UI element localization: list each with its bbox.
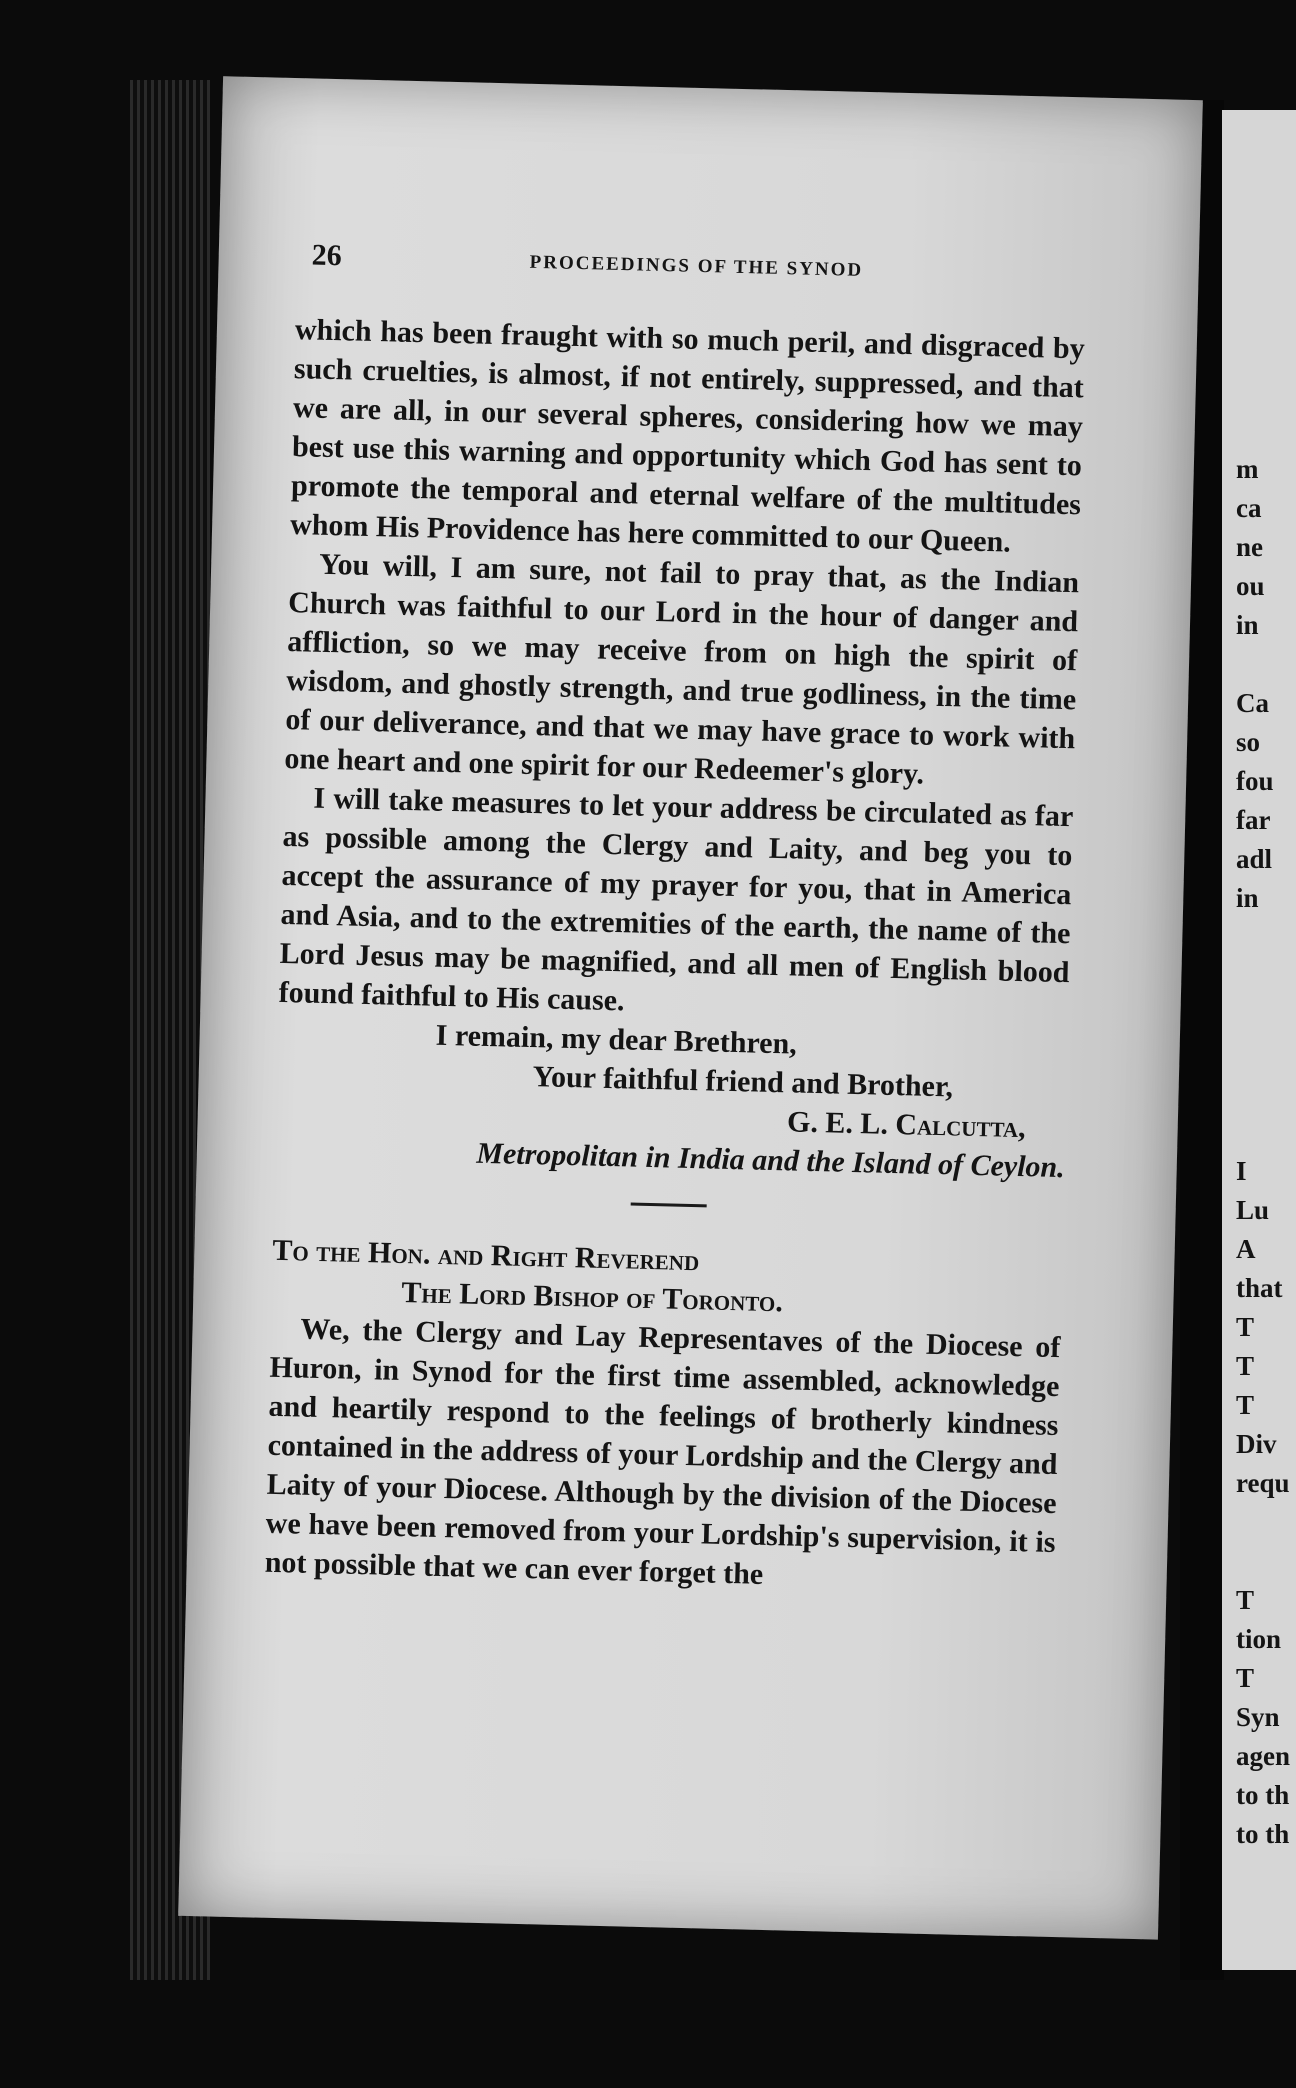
facing-page-fragment: agen [1236, 1741, 1290, 1771]
page-text [264, 310, 1085, 1601]
facing-page-fragment: T [1236, 1312, 1255, 1342]
paragraph-1: which has been fraught with so much peril, and disgraced by such cruelties, is almost, if not entirely, suppressed, and that we are all, in our several spheres, considering how we may best use this warning and opportunity which God has sent to promote the temporal and eternal welfare of the multitudes whom His Providence has here committed to our Queen. [289, 313, 1086, 559]
book-page [178, 76, 1203, 1939]
facing-page-fragment [1236, 1542, 1296, 1581]
facing-page-fragment [1236, 918, 1296, 957]
facing-page-fragment: T [1236, 1390, 1255, 1420]
facing-page-fragment: in [1236, 610, 1259, 640]
facing-page-fragment: requ [1236, 1468, 1290, 1498]
facing-page-fragment [1236, 1035, 1296, 1074]
paragraph-2: You will, I am sure, not fail to pray that, as the Indian Church was faithful to our Lord in the hour of danger and affliction, so we may receive from on high the spirit of wisdom, and ghostly strength, and true godliness, in the time of our deliverance, and that we may have grace to work with one heart and one spirit for our Redeemer's glory. [284, 547, 1080, 791]
section-divider [631, 1203, 707, 1208]
facing-page-fragment [1236, 645, 1296, 684]
facing-page-fragment: Lu [1236, 1195, 1270, 1225]
facing-page-fragment: Syn [1236, 1702, 1280, 1732]
facing-page-fragment: A [1236, 1234, 1256, 1264]
address-line-2: The Lord Bishop of Toronto. [401, 1275, 784, 1319]
facing-page-fragment: ne [1236, 532, 1263, 562]
facing-page-fragment: m [1236, 454, 1259, 484]
facing-page-fragments [1236, 450, 1296, 1854]
facing-page-fragment: that [1236, 1273, 1283, 1303]
address-line-1: To the Hon. and Right Reverend [272, 1233, 700, 1278]
page-header [311, 238, 1072, 297]
facing-page-fragment: in [1236, 883, 1259, 913]
facing-page-fragment [1236, 1074, 1296, 1113]
facing-page-fragment [1236, 1113, 1296, 1152]
facing-page-fragment [1236, 1503, 1296, 1542]
valediction-line: Your faithful friend and Brother, [532, 1060, 954, 1104]
facing-page-fragment: to th [1236, 1780, 1290, 1810]
facing-page-fragment: I [1236, 1156, 1247, 1186]
facing-page-fragment: adl [1236, 844, 1273, 874]
running-head: PROCEEDINGS OF THE SYNOD [529, 251, 864, 281]
facing-page-fragment [1236, 996, 1296, 1035]
facing-page-fragment: T [1236, 1663, 1255, 1693]
facing-page-fragment [1236, 957, 1296, 996]
facing-page-fragment: so [1236, 727, 1261, 757]
paragraph-3: I will take measures to let your address be circulated as far as possible among the Clergy and Laity, and beg you to accept the assurance of my prayer for you, that in America and Asia, and to the extremities of the earth, the name of the Lord Jesus may be magnified, and all men of English blood found faithful to His cause. [278, 781, 1074, 1018]
signatory-title: Metropolitan in India and the Island of Ceylon. [476, 1136, 1066, 1185]
facing-page-fragment: fou [1236, 766, 1274, 796]
facing-page-fragment: T [1236, 1351, 1255, 1381]
facing-page-fragment: Ca [1236, 688, 1269, 718]
facing-page-fragment: far [1236, 805, 1271, 835]
signature-line: G. E. L. Calcutta, [786, 1105, 1027, 1145]
facing-page-fragment: tion [1236, 1624, 1282, 1654]
facing-page-fragment: Div [1236, 1429, 1277, 1459]
facing-page-fragment: ou [1236, 571, 1265, 601]
facing-page-edge [1222, 110, 1296, 1970]
facing-page-fragment: to th [1236, 1819, 1290, 1849]
facing-page-fragment: T [1236, 1585, 1255, 1615]
paragraph-4: We, the Clergy and Lay Representaves of the Diocese of Huron, in Synod for the first time assembled, acknowledge and heartily respond to the feelings of brotherly kindness contained in the address of your Lordship and the Clergy and Laity of your Diocese. Although by the division of the Diocese we have been removed from your Lordship's supervision, it is not possible that we can ever forget the [264, 1312, 1061, 1591]
closing-line: I remain, my dear Brethren, [435, 1018, 798, 1061]
facing-page-fragment: ca [1236, 493, 1262, 523]
page-number: 26 [311, 238, 343, 273]
